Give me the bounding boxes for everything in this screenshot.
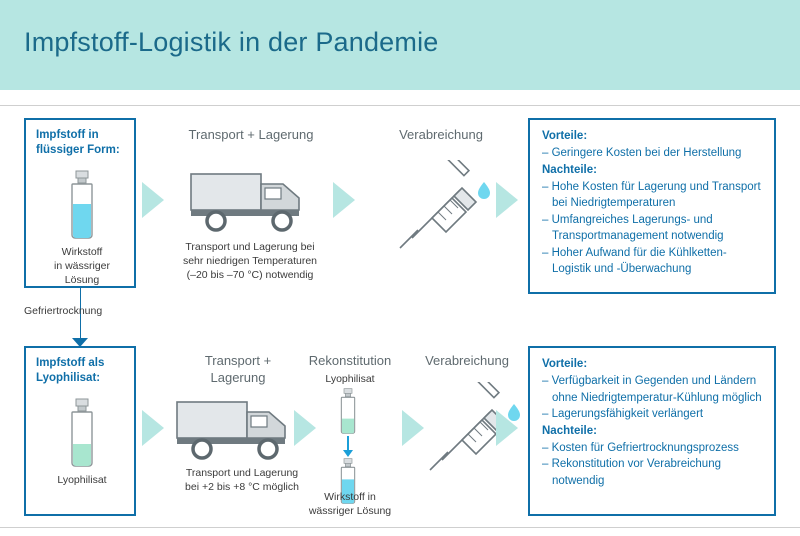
lyo-con-1: – Kosten für Gefriertrocknungsprozess bbox=[542, 441, 739, 454]
lyo-cons-head: Nachteile: bbox=[542, 424, 597, 437]
lyo-transport-caption-line1: Transport und Lagerung bbox=[185, 467, 299, 479]
arrow-lyo-to-transport bbox=[142, 410, 164, 446]
lyophilisate-title-line2: Lyophilisat: bbox=[36, 372, 101, 384]
liquid-cons-head: Nachteile: bbox=[542, 163, 597, 176]
lyo-pros-head: Vorteile: bbox=[542, 358, 588, 370]
lyo-transport-caption-line2: bei +2 bis +8 °C möglich bbox=[185, 481, 299, 493]
liquid-pro-1: – Geringere Kosten bei der Herstellung bbox=[542, 147, 742, 159]
lyophilisate-vaccine-box bbox=[24, 346, 136, 516]
reconstitution-label-top: Lyophilisat bbox=[325, 373, 375, 385]
truck-icon bbox=[176, 396, 298, 462]
vial-lyophilisate-icon bbox=[66, 398, 98, 470]
liquid-transport-caption-line1: Transport und Lagerung bei bbox=[185, 241, 315, 253]
page-title: Impfstoff-Logistik in der Pandemie bbox=[24, 27, 439, 57]
liquid-con-2: – Umfangreiches Lagerungs- und Transportmanagement notwendig bbox=[542, 213, 724, 242]
connector-label: Gefriertrocknung bbox=[24, 305, 103, 317]
liquid-vaccine-caption-line2: in wässriger bbox=[53, 260, 111, 272]
lyophilisate-title-line1: Impfstoff als bbox=[36, 357, 105, 369]
syringe-icon bbox=[398, 160, 494, 250]
liquid-vaccine-box bbox=[24, 118, 136, 288]
truck-icon bbox=[190, 168, 312, 234]
arrow-reconstitution-to-administration bbox=[402, 410, 424, 446]
divider-top bbox=[0, 105, 800, 106]
liquid-info-panel bbox=[528, 118, 776, 294]
arrow-administration-to-info bbox=[496, 182, 518, 218]
lyo-transport-heading-line2: Lagerung bbox=[210, 370, 266, 385]
arrow-lyo-administration-to-info bbox=[496, 410, 518, 446]
divider-bottom bbox=[0, 527, 800, 528]
liquid-pros-head: Vorteile: bbox=[542, 130, 588, 142]
lyo-con-2: – Rekonstitution vor Verabreichung notwendig bbox=[542, 458, 721, 487]
liquid-vaccine-title-line2: flüssiger Form: bbox=[36, 144, 120, 156]
lyo-administration-heading: Verabreichung bbox=[425, 353, 509, 368]
reconstitution-heading: Rekonstitution bbox=[308, 353, 392, 368]
reconstitution-label-bottom-line1: Wirkstoff in bbox=[324, 491, 376, 503]
lyophilisate-info-panel bbox=[528, 346, 776, 516]
arrow-down-icon bbox=[341, 436, 355, 458]
vial-liquid-icon bbox=[66, 170, 98, 242]
liquid-con-1: – Hohe Kosten für Lagerung und Transport bei Niedrigtemperaturen bbox=[542, 180, 761, 209]
vial-lyophilisate-icon bbox=[334, 388, 362, 436]
arrow-transport-to-reconstitution bbox=[294, 410, 316, 446]
arrow-liquid-to-transport bbox=[142, 182, 164, 218]
arrow-transport-to-administration bbox=[333, 182, 355, 218]
liquid-con-3: – Hoher Aufwand für die Kühlketten-Logistik und -Überwachung bbox=[542, 246, 727, 275]
liquid-transport-caption-line2: sehr niedrigen Temperaturen bbox=[182, 255, 318, 267]
liquid-vaccine-title-line1: Impfstoff in bbox=[36, 129, 99, 141]
lyo-transport-heading-line1: Transport + bbox=[204, 353, 272, 368]
liquid-vaccine-caption-line3: Lösung bbox=[64, 274, 100, 286]
lyo-pro-2: – Lagerungsfähigkeit verlängert bbox=[542, 408, 704, 420]
reconstitution-label-bottom-line2: wässriger Lösung bbox=[308, 505, 392, 517]
lyo-pro-1: – Verfügbarkeit in Gegenden und Ländern ohne Niedrigtemperatur-Kühlung möglich bbox=[542, 375, 762, 404]
lyophilisate-caption-line1: Lyophilisat bbox=[57, 474, 107, 486]
liquid-vaccine-caption-line1: Wirkstoff bbox=[61, 246, 103, 258]
liquid-transport-heading: Transport + Lagerung bbox=[188, 127, 314, 142]
liquid-transport-caption-line3: (–20 bis –70 °C) notwendig bbox=[186, 269, 314, 281]
liquid-administration-heading: Verabreichung bbox=[399, 127, 483, 142]
